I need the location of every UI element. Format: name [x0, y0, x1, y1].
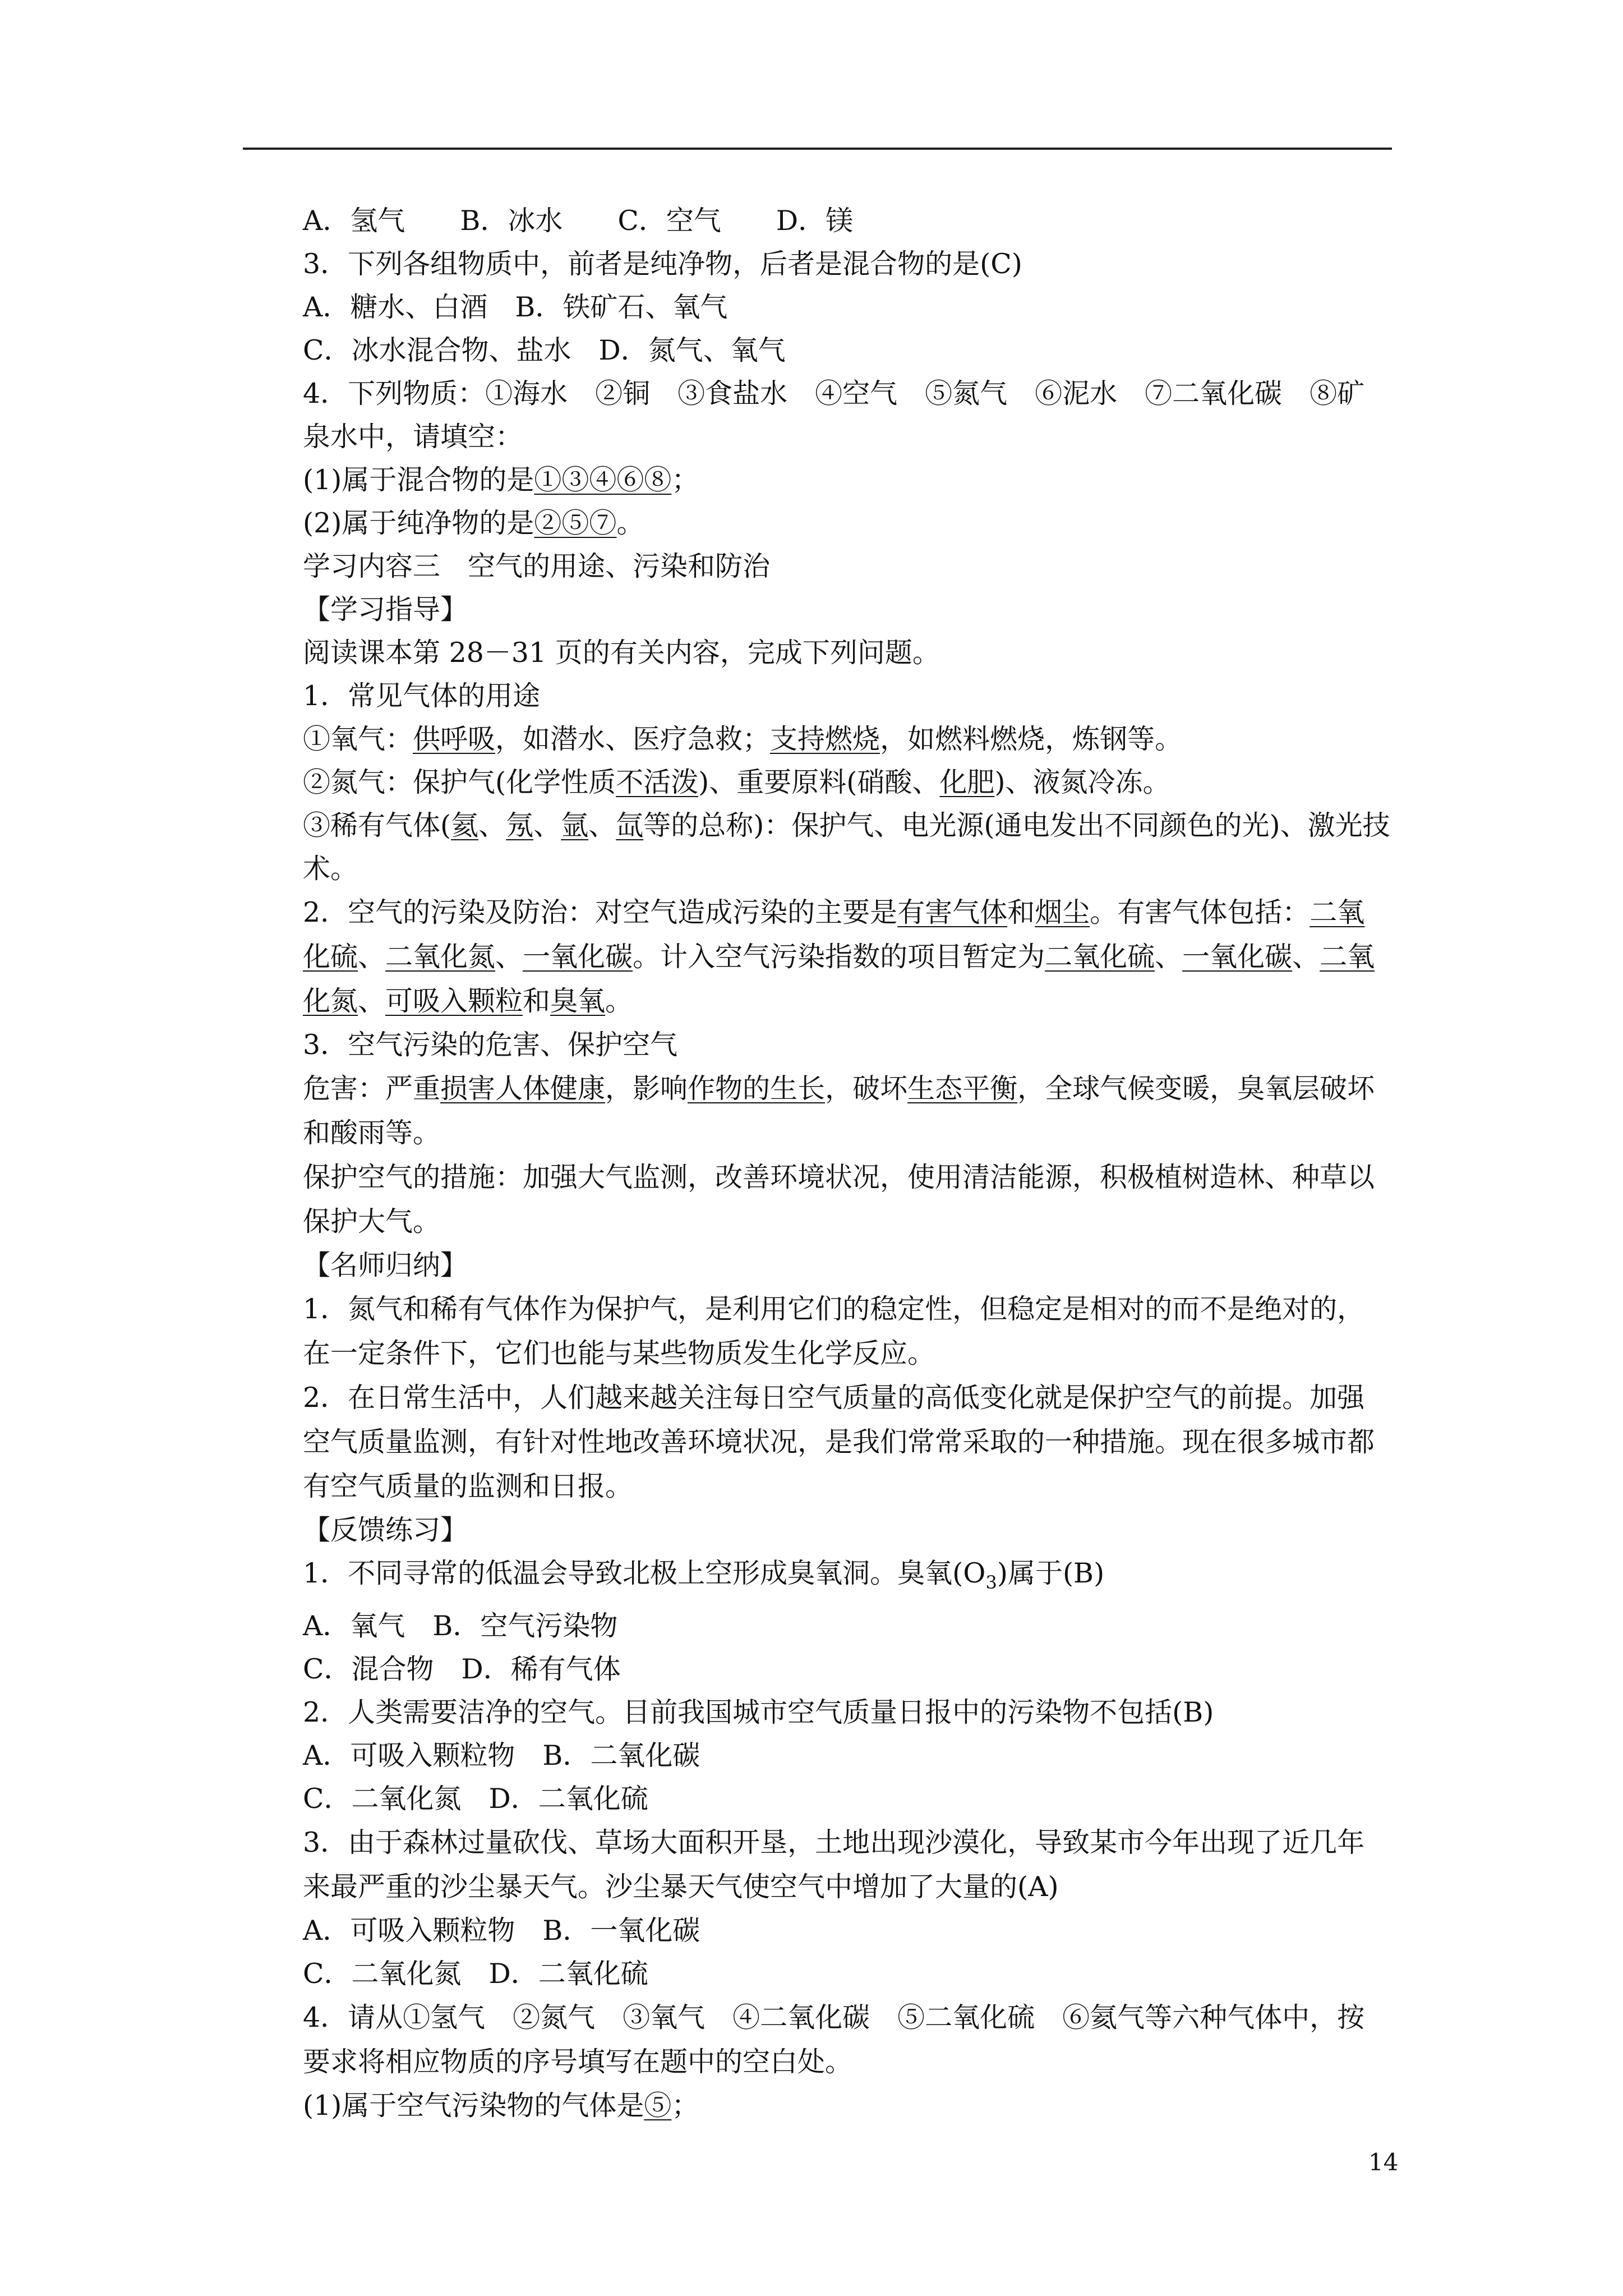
fq1-options-cd: C．混合物 D．稀有气体 — [303, 1653, 621, 1685]
answer-blank: 氙 — [616, 809, 644, 841]
answer-blank: 有害气体 — [897, 896, 1008, 928]
answer-blank: 烟尘 — [1035, 896, 1090, 928]
oxygen-uses: ①氧气：供呼吸，如潜水、医疗急救；支持燃烧，如燃料燃烧，炼钢等。 — [303, 723, 1183, 755]
q4-stem: 4．下列物质：①海水 ②铜 ③食盐水 ④空气 ⑤氮气 ⑥泥水 ⑦二氧化碳 ⑧矿泉水中，请填空： — [303, 378, 1365, 453]
summary-point-2: 2．在日常生活中，人们越来越关注每日空气质量的高低变化就是保护空气的前提。加强空气质量监测，有针对性地改善环境状况，是我们常常采取的一种措施。现在很多城市都有空气质量的监测和日报。 — [303, 1382, 1375, 1502]
q3-options-cd: C．冰水混合物、盐水 D．氮气、氧气 — [303, 334, 786, 366]
noble-gas-uses: ③稀有气体(氦、氖、氩、氙等的总称)：保护气、电光源(通电发出不同颜色的光)、激光技术。 — [303, 809, 1390, 885]
answer-blank: 二氧化氮 — [303, 941, 1375, 1017]
fq1-options-ab: A．氧气 B．空气污染物 — [303, 1609, 618, 1642]
answer-blank: 作物的生长 — [688, 1073, 826, 1105]
document-body — [247, 199, 1391, 2127]
answer-blank: 氖 — [506, 809, 534, 841]
answer-blank: 一氧化碳 — [1182, 941, 1293, 973]
protection-paragraph: 保护空气的措施：加强大气监测，改善环境状况，使用清洁能源，积极植树造林、种草以保护大气。 — [303, 1161, 1375, 1237]
header-rule — [243, 148, 1392, 150]
q2-options: A．氢气 B．冰水 C．空气 D．镁 — [303, 205, 854, 237]
q3-stem: 3．下列各组物质中，前者是纯净物，后者是混合物的是(C) — [303, 248, 1022, 280]
page-number: 14 — [1368, 2148, 1399, 2176]
answer-blank: 不活泼 — [616, 766, 699, 798]
fq3-options-cd: C．二氧化氮 D．二氧化硫 — [303, 1957, 648, 1990]
fq2-options-ab: A．可吸入颗粒物 B．二氧化碳 — [303, 1739, 700, 1772]
answer-blank: 氦 — [451, 809, 479, 841]
pollution-paragraph: 2．空气的污染及防治：对空气造成污染的主要是有害气体和烟尘。有害气体包括：二氧化硫、二氧化氮、一氧化碳。计入空气污染指数的项目暂定为二氧化硫、一氧化碳、二氧化氮、可吸入颗粒和臭氧。 — [303, 896, 1375, 1017]
reading-instruction: 阅读课本第 28－31 页的有关内容，完成下列问题。 — [303, 637, 940, 669]
answer-blank: 臭氧 — [550, 985, 606, 1017]
q4-part1: (1)属于混合物的是①③④⑥⑧； — [303, 464, 699, 496]
answer-blank: 氩 — [561, 809, 589, 841]
feedback-heading: 【反馈练习】 — [303, 1514, 468, 1546]
answer-blank: 二氧化硫 — [303, 896, 1365, 973]
answer-blank: ①③④⑥⑧ — [534, 464, 672, 496]
nitrogen-uses: ②氮气：保护气(化学性质不活泼)、重要原料(硝酸、化肥)、液氮冷冻。 — [303, 766, 1170, 798]
summary-point-1: 1．氮气和稀有气体作为保护气，是利用它们的稳定性，但稳定是相对的而不是绝对的，在一定条件下，它们也能与某些物质发生化学反应。 — [303, 1293, 1365, 1369]
answer-blank: 支持燃烧 — [770, 723, 880, 755]
fq4-stem: 4．请从①氢气 ②氮气 ③氧气 ④二氧化碳 ⑤二氧化硫 ⑥氦气等六种气体中，按要求将相应物质的序号填写在题中的空白处。 — [303, 2001, 1365, 2078]
q3-options-ab: A．糖水、白酒 B．铁矿石、氧气 — [303, 291, 728, 323]
answer-blank: 一氧化碳 — [523, 941, 633, 973]
fq3-options-ab: A．可吸入颗粒物 B．一氧化碳 — [303, 1914, 700, 1947]
section-heading: 学习内容三 空气的用途、污染和防治 — [303, 550, 771, 582]
hazards-paragraph: 危害：严重损害人体健康，影响作物的生长，破坏生态平衡，全球气候变暖，臭氧层破坏和酸雨等。 — [303, 1073, 1375, 1149]
fq3-stem: 3．由于森林过量砍伐、草场大面积开垦，土地出现沙漠化，导致某市今年出现了近几年来最严重的沙尘暴天气。沙尘暴天气使空气中增加了大量的(A) — [303, 1826, 1365, 1903]
q4-part2: (2)属于纯净物的是②⑤⑦。 — [303, 507, 644, 539]
answer-blank: 生态平衡 — [907, 1073, 1018, 1105]
item-1-heading: 1．常见气体的用途 — [303, 680, 541, 712]
answer-blank: 二氧化氮 — [385, 941, 496, 973]
fq2-stem: 2．人类需要洁净的空气。目前我国城市空气质量日报中的污染物不包括(B) — [303, 1696, 1214, 1728]
fq2-options-cd: C．二氧化氮 D．二氧化硫 — [303, 1782, 648, 1815]
answer-blank: ②⑤⑦ — [534, 507, 617, 539]
answer-blank: ⑤ — [644, 2089, 672, 2122]
item-3-heading: 3．空气污染的危害、保护空气 — [303, 1029, 678, 1061]
answer-blank: 可吸入颗粒 — [385, 985, 523, 1017]
answer-blank: 化肥 — [939, 766, 995, 798]
teacher-summary-heading: 【名师归纳】 — [303, 1249, 468, 1281]
answer-blank: 二氧化硫 — [1045, 941, 1155, 973]
fq1-stem: 1．不同寻常的低温会导致北极上空形成臭氧洞。臭氧$(O_3)$属于(B) — [303, 1557, 1105, 1593]
answer-blank: 供呼吸 — [413, 723, 496, 755]
study-guide-heading: 【学习指导】 — [303, 593, 468, 625]
fq4-part1: (1)属于空气污染物的气体是⑤； — [303, 2089, 699, 2122]
answer-blank: 损害人体健康 — [440, 1073, 606, 1105]
